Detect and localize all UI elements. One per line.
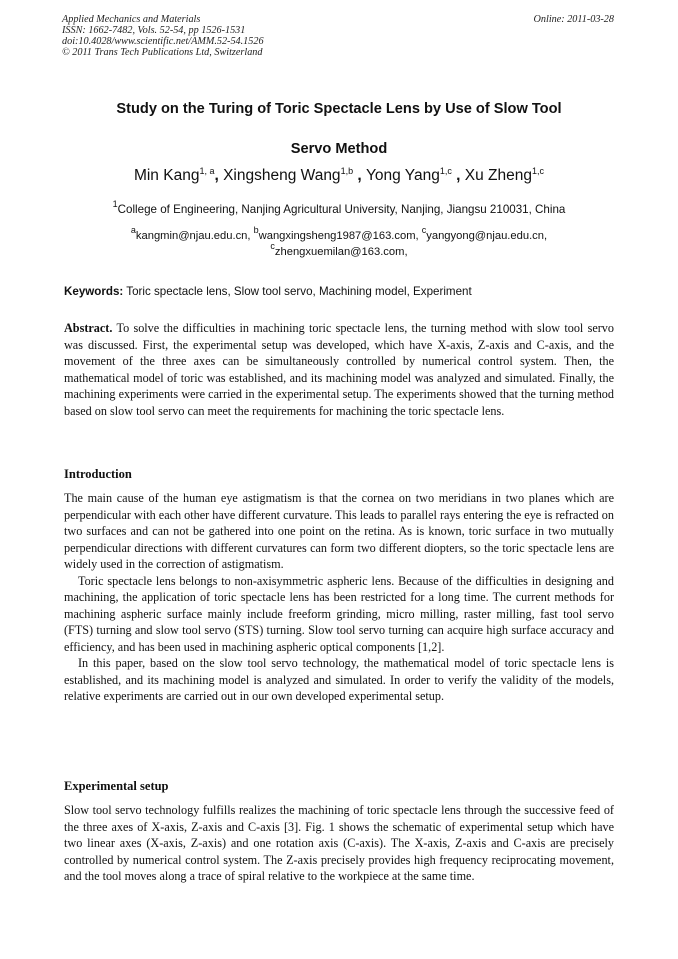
title-line-2: Servo Method bbox=[290, 141, 388, 157]
experimental-setup-body bbox=[64, 802, 614, 885]
paragraph: In this paper, based on the slow tool servo technology, the mathematical model of toric spectacle lens is established, and its machining model is analyzed and simulated. In order to verify the validity of the models, relative experiments are carried out in our own developed experimental setup. bbox=[64, 656, 614, 703]
keywords bbox=[64, 284, 614, 300]
paragraph: Slow tool servo technology fulfills realizes the machining of toric spectacle lens through the successive feed of the three axes of X-axis, Z-axis and C-axis [3]. Fig. 1 shows the schematic of experimental setup which have two linear axes (X-axis, Z-axis) and one rotation axis (C-axis). The X-axis, Z-axis and C-axis are precisely controlled by numerical control system. The Z-axis precisely provides high frequency reciprocating movement, and the tool moves along a trace of spiral relative to the workpiece at the same time. bbox=[64, 803, 614, 883]
author-separator: , bbox=[214, 167, 224, 184]
author-name: Xingsheng Wang bbox=[223, 167, 341, 184]
author-separator: , bbox=[451, 167, 465, 184]
email-address[interactable]: wangxingsheng1987@163.com, bbox=[258, 230, 422, 242]
author-affil-marker: 1, a bbox=[199, 166, 215, 176]
author-name: Yong Yang bbox=[366, 167, 440, 184]
author-list bbox=[64, 166, 614, 186]
author-affil-marker: 1,c bbox=[439, 166, 452, 176]
paragraph: Toric spectacle lens belongs to non-axisymmetric aspheric lens. Because of the difficulties in designing and machining, the application of toric spectacle lens has been restricted for a long time. The current methods for machining aspheric surface mainly include freeform grinding, micro milling, raster milling, fast tool servo (FTS) turning and slow tool servo (STS) turning. Slow tool servo turning can acquire high surface accuracy and efficiency, and has been used in machining aspheric optical components [1,2]. bbox=[64, 573, 614, 654]
doi-line: doi:10.4028/www.scientific.net/AMM.52-54.1526 bbox=[62, 36, 264, 47]
author-separator: , bbox=[353, 167, 366, 184]
abstract-section bbox=[64, 320, 614, 419]
email-marker: c bbox=[421, 225, 427, 235]
email-address[interactable]: kangmin@njau.edu.cn, bbox=[135, 230, 254, 242]
experimental-setup-heading: Experimental setup bbox=[64, 779, 169, 793]
journal-header bbox=[62, 14, 264, 58]
abstract-label: Abstract. bbox=[64, 321, 113, 335]
copyright-line: © 2011 Trans Tech Publications Ltd, Switzerland bbox=[62, 47, 263, 58]
email-list bbox=[80, 225, 598, 260]
email-marker: a bbox=[130, 225, 136, 235]
paper-title bbox=[64, 89, 614, 169]
keywords-text: Toric spectacle lens, Slow tool servo, Machining model, Experiment bbox=[123, 285, 472, 298]
author-name: Xu Zheng bbox=[464, 167, 533, 184]
affiliation-marker: 1 bbox=[112, 199, 118, 209]
affiliation bbox=[64, 199, 614, 218]
paragraph: The main cause of the human eye astigmatism is that the cornea on two meridians in two planes which are perpendicular with each other have different curvature. This leads to parallel rays entering the eye is refracted on two surfaces and can not be gathered into one point on the retina. As is known, toric surface in two mutually perpendicular directions with different curvatures can form two different diopters, so the toric spectacle lens are widely used in the correction of astigmatism. bbox=[64, 491, 614, 571]
issn-line: ISSN: 1662-7482, Vols. 52-54, pp 1526-1531 bbox=[62, 25, 246, 36]
affiliation-text: College of Engineering, Nanjing Agricultural University, Nanjing, Jiangsu 210031, China bbox=[117, 203, 566, 216]
author-name: Min Kang bbox=[133, 167, 200, 184]
email-address[interactable]: zhengxuemilan@163.com, bbox=[274, 246, 408, 258]
introduction-body bbox=[64, 490, 614, 705]
title-line-1: Study on the Turing of Toric Spectacle Lens by Use of Slow Tool bbox=[116, 101, 562, 117]
author-affil-marker: 1,b bbox=[340, 166, 354, 176]
introduction-heading: Introduction bbox=[64, 467, 132, 481]
keywords-label: Keywords: bbox=[64, 285, 124, 298]
online-date: Online: 2011-03-28 bbox=[533, 14, 614, 25]
email-marker: c bbox=[270, 241, 275, 251]
abstract-text: To solve the difficulties in machining toric spectacle lens, the turning method with slow tool servo was discussed. First, the experimental setup was developed, which have X-axis, Z-axis and C-axis, and the movement of the three axes can be simultaneously controlled by numerical control system. Then, the mathematical model of toric was established, and its machining model was analyzed and simulated. Finally, the machining experiments were carried in the experimental setup. The experiments showed that the turning method based on slow tool servo can meet the requirements for machining the toric spectacle lens. bbox=[64, 321, 614, 418]
journal-name: Applied Mechanics and Materials bbox=[62, 14, 201, 25]
author-affil-marker: 1,c bbox=[532, 166, 545, 176]
email-address[interactable]: yangyong@njau.edu.cn, bbox=[426, 230, 548, 242]
email-marker: b bbox=[253, 225, 259, 235]
